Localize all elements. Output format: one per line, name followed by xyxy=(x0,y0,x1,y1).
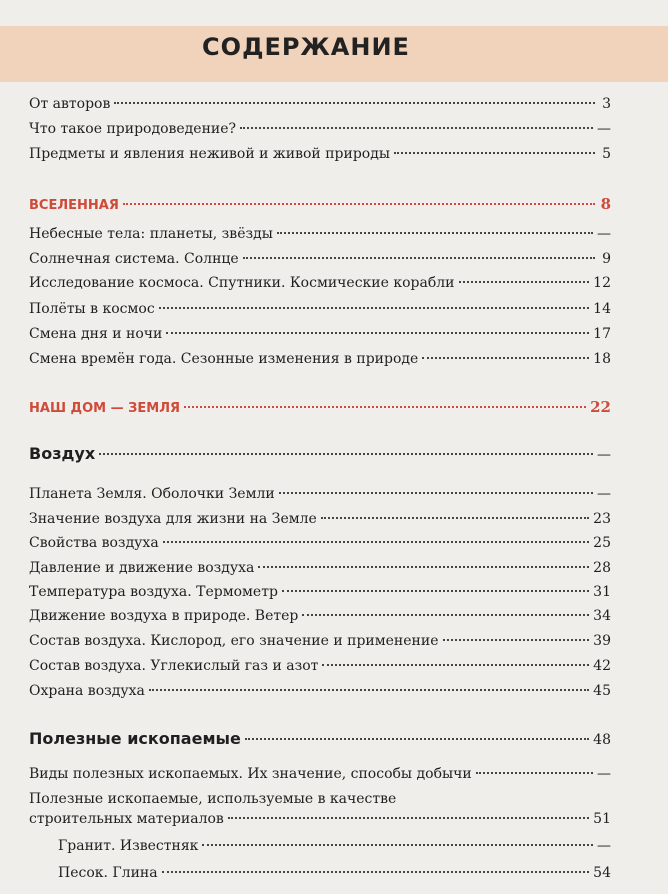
entry-page: 18 xyxy=(593,351,611,367)
entry-page: 5 xyxy=(602,146,611,162)
toc-entry-line[interactable] xyxy=(29,788,611,810)
chapter-page: — xyxy=(597,447,611,463)
entry-page: 45 xyxy=(593,683,611,699)
entry-label: Песок. Глина xyxy=(58,865,158,881)
chapter-page: 48 xyxy=(593,732,611,748)
toc-entry[interactable] xyxy=(29,655,611,677)
entry-page: — xyxy=(597,121,611,137)
entry-page: 54 xyxy=(593,865,611,881)
toc-entry[interactable] xyxy=(29,223,611,245)
dot-leader xyxy=(202,844,593,846)
toc-entry[interactable] xyxy=(29,508,611,530)
toc-entry[interactable] xyxy=(29,272,611,294)
entry-label: Смена времён года. Сезонные изменения в природе xyxy=(29,351,419,367)
toc-entry[interactable] xyxy=(29,93,611,115)
entry-label: Что такое природоведение? xyxy=(29,121,237,137)
dot-leader xyxy=(240,127,593,129)
dot-leader xyxy=(159,307,590,309)
entry-page: 14 xyxy=(593,301,611,317)
toc-entry[interactable] xyxy=(29,581,611,603)
entry-page: 28 xyxy=(593,560,611,576)
toc-subentry[interactable] xyxy=(58,862,611,884)
dot-leader xyxy=(163,541,590,543)
dot-leader xyxy=(443,639,590,641)
entry-page: 23 xyxy=(593,511,611,527)
section-label: ВСЕЛЕННАЯ xyxy=(29,198,119,213)
entry-label: От авторов xyxy=(29,96,111,112)
entry-page: 39 xyxy=(593,633,611,649)
dot-leader xyxy=(99,453,593,455)
dot-leader xyxy=(245,738,589,740)
entry-page: 25 xyxy=(593,535,611,551)
dot-leader xyxy=(184,406,586,408)
entry-label: Температура воздуха. Термометр xyxy=(29,584,278,600)
entry-page: 31 xyxy=(593,584,611,600)
dot-leader xyxy=(476,772,593,774)
entry-label: Смена дня и ночи xyxy=(29,326,163,342)
dot-leader xyxy=(114,102,595,104)
dot-leader xyxy=(243,257,595,259)
entry-label: Виды полезных ископаемых. Их значение, способы добычи xyxy=(29,766,472,782)
toc-chapter[interactable] xyxy=(29,726,611,752)
toc-entry[interactable] xyxy=(29,348,611,370)
entry-page: 42 xyxy=(593,658,611,674)
entry-page: 34 xyxy=(593,608,611,624)
entry-page: 3 xyxy=(602,96,611,112)
dot-leader xyxy=(302,614,589,616)
dot-leader xyxy=(258,566,589,568)
toc-entry[interactable] xyxy=(29,323,611,345)
entry-label: Полезные ископаемые, используемые в качестве xyxy=(29,791,397,807)
section-page: 8 xyxy=(600,195,611,213)
dot-leader xyxy=(166,332,589,334)
section-label: НАШ ДОМ — ЗЕМЛЯ xyxy=(29,401,181,416)
toc-entry[interactable] xyxy=(29,483,611,505)
entry-label: Состав воздуха. Углекислый газ и азот xyxy=(29,658,319,674)
entry-label: Солнечная система. Солнце xyxy=(29,251,239,267)
toc-section[interactable] xyxy=(29,396,611,418)
toc-entry[interactable] xyxy=(29,557,611,579)
entry-label: Исследование космоса. Спутники. Космические корабли xyxy=(29,275,455,291)
entry-label: Полёты в космос xyxy=(29,301,155,317)
toc-entry[interactable] xyxy=(29,630,611,652)
entry-label: Небесные тела: планеты, звёзды xyxy=(29,226,273,242)
chapter-label: Воздух xyxy=(29,444,96,463)
toc-section[interactable] xyxy=(29,193,611,215)
dot-leader xyxy=(282,590,589,592)
entry-label: Предметы и явления неживой и живой природы xyxy=(29,146,390,162)
toc-entry[interactable] xyxy=(29,680,611,702)
entry-page: 9 xyxy=(602,251,611,267)
toc-entry[interactable] xyxy=(29,808,611,830)
dot-leader xyxy=(162,871,590,873)
dot-leader xyxy=(149,689,589,691)
entry-page: 12 xyxy=(593,275,611,291)
dot-leader xyxy=(459,281,590,283)
entry-label: Давление и движение воздуха xyxy=(29,560,255,576)
entry-label: Охрана воздуха xyxy=(29,683,145,699)
dot-leader xyxy=(279,492,593,494)
entry-label: строительных материалов xyxy=(29,811,224,827)
entry-label: Движение воздуха в природе. Ветер xyxy=(29,608,299,624)
toc-entry[interactable] xyxy=(29,605,611,627)
dot-leader xyxy=(322,664,589,666)
toc-entry[interactable] xyxy=(29,298,611,320)
entry-page: 17 xyxy=(593,326,611,342)
entry-label: Свойства воздуха xyxy=(29,535,159,551)
entry-page: — xyxy=(597,486,611,502)
entry-label: Значение воздуха для жизни на Земле xyxy=(29,511,317,527)
toc-subentry[interactable] xyxy=(58,835,611,857)
entry-page: — xyxy=(597,226,611,242)
toc-chapter[interactable] xyxy=(29,441,611,467)
dot-leader xyxy=(277,232,593,234)
entry-page: 51 xyxy=(593,811,611,827)
toc-entry[interactable] xyxy=(29,532,611,554)
chapter-label: Полезные ископаемые xyxy=(29,729,241,748)
page-title: СОДЕРЖАНИЕ xyxy=(202,33,410,61)
dot-leader xyxy=(123,203,595,205)
entry-label: Состав воздуха. Кислород, его значение и применение xyxy=(29,633,439,649)
toc-entry[interactable] xyxy=(29,763,611,785)
entry-label: Планета Земля. Оболочки Земли xyxy=(29,486,275,502)
section-page: 22 xyxy=(590,398,611,416)
dot-leader xyxy=(321,517,589,519)
toc-entry[interactable] xyxy=(29,118,611,140)
dot-leader xyxy=(228,817,589,819)
entry-label: Гранит. Известняк xyxy=(58,838,199,854)
dot-leader xyxy=(422,357,589,359)
toc-entry[interactable] xyxy=(29,143,611,165)
toc-entry[interactable] xyxy=(29,248,611,270)
dot-leader xyxy=(394,152,595,154)
entry-page: — xyxy=(597,766,611,782)
entry-page: — xyxy=(597,838,611,854)
